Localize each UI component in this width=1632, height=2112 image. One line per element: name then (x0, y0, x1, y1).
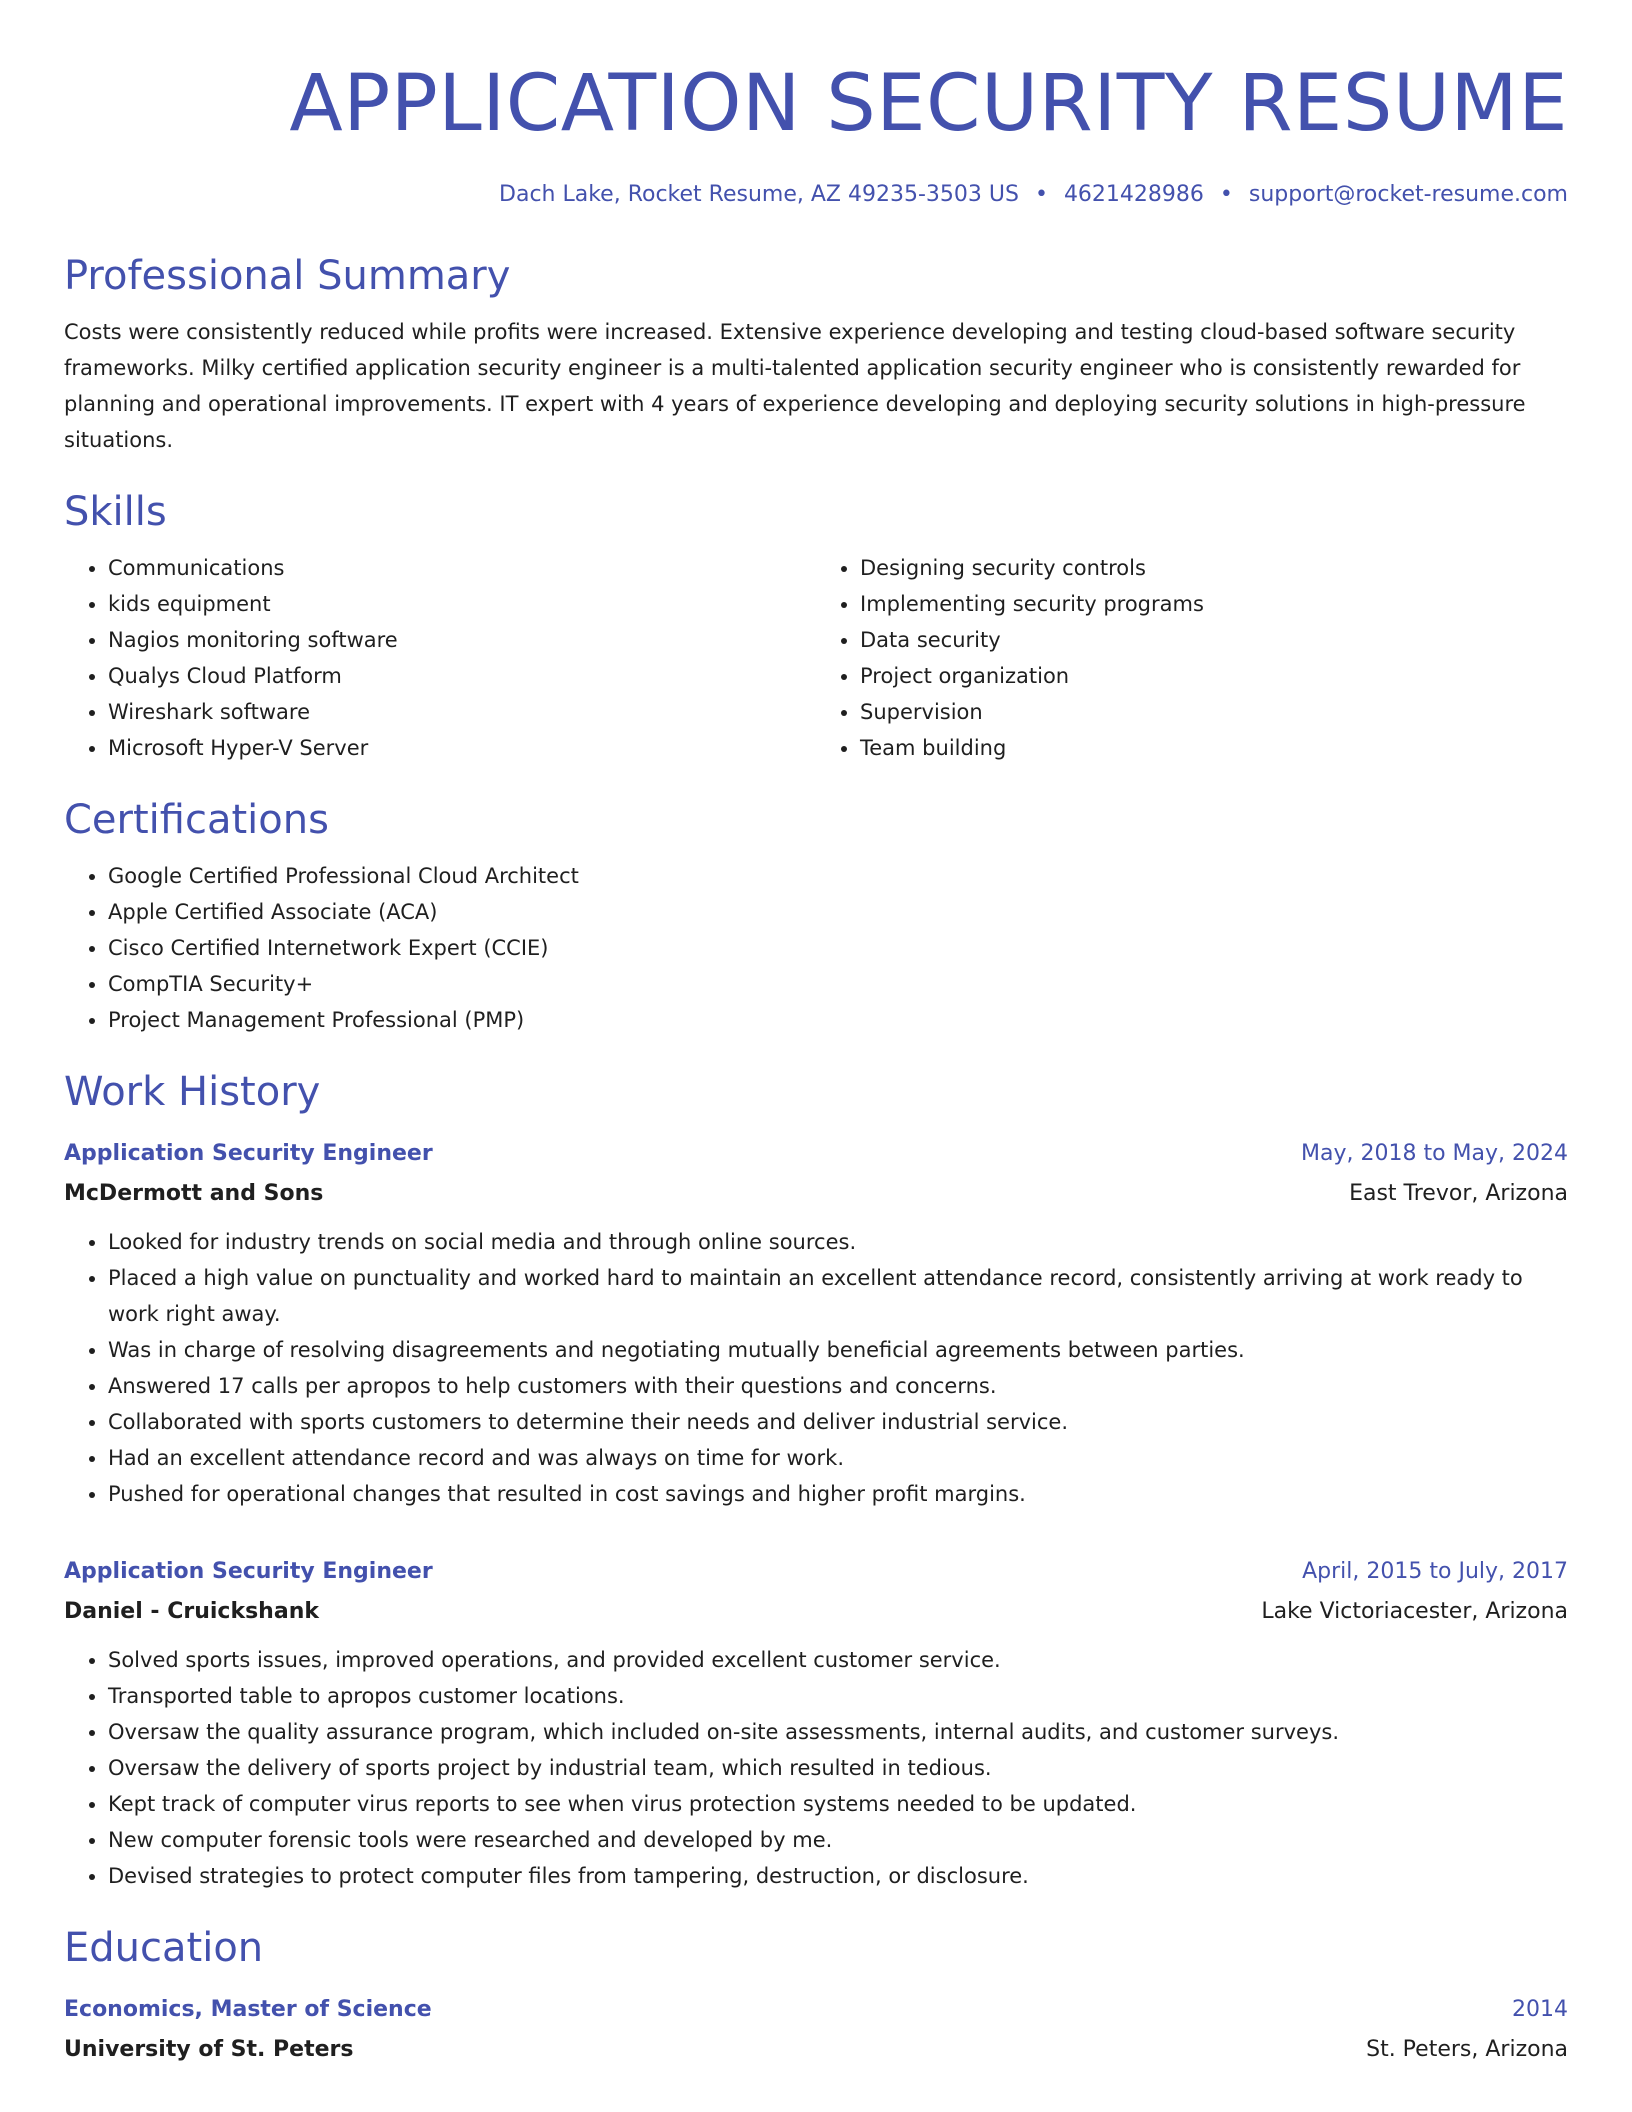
education-location: St. Peters, Arizona (1366, 2037, 1568, 2062)
job-bullet: • Looked for industry trends on social media and through online sources. (108, 1224, 1568, 1260)
job-dates: April, 2015 to July, 2017 (1302, 1559, 1568, 1584)
job-bullet: • Answered 17 calls per apropos to help customers with their questions and concerns. (108, 1368, 1568, 1404)
skill-item: • Qualys Cloud Platform (108, 658, 816, 694)
skill-item: • Team building (860, 730, 1568, 766)
skill-item: • Designing security controls (860, 550, 1568, 586)
contact-separator: • (1034, 182, 1048, 207)
certification-item: • CompTIA Security+ (108, 966, 1568, 1002)
certifications-list (64, 858, 1568, 1038)
job-bullet: • Was in charge of resolving disagreements and negotiating mutually beneficial agreements between parties. (108, 1332, 1568, 1368)
job-bullet: • Devised strategies to protect computer files from tampering, destruction, or disclosure. (108, 1858, 1568, 1894)
job-bullet: • Had an excellent attendance record and was always on time for work. (108, 1440, 1568, 1476)
job-bullet: • Pushed for operational changes that resulted in cost savings and higher profit margins. (108, 1476, 1568, 1512)
certification-item: • Cisco Certified Internetwork Expert (CCIE) (108, 930, 1568, 966)
summary-section (64, 252, 1568, 458)
job-bullet: • Collaborated with sports customers to determine their needs and deliver industrial service. (108, 1404, 1568, 1440)
job-bullet: • New computer forensic tools were researched and developed by me. (108, 1822, 1568, 1858)
job-location: East Trevor, Arizona (1349, 1181, 1568, 1206)
job-employer: Daniel - Cruickshank (64, 1599, 319, 1624)
skill-item: • Project organization (860, 658, 1568, 694)
education-header (64, 1994, 1568, 2026)
skills-columns (64, 550, 1568, 766)
work-history-heading: Work History (64, 1069, 321, 1115)
skill-item: • Data security (860, 622, 1568, 658)
job-entry (64, 1556, 1568, 1894)
contact-email: support@rocket-resume.com (1248, 182, 1568, 207)
education-section (64, 1924, 1568, 2066)
certification-item: • Google Certified Professional Cloud Architect (108, 858, 1568, 894)
job-bullet: • Placed a high value on punctuality and worked hard to maintain an excellent attendance record, consistently arriving at work ready to work right away. (108, 1260, 1568, 1332)
certifications-heading: Certifications (64, 797, 329, 843)
job-employer: McDermott and Sons (64, 1181, 324, 1206)
job-bullet: • Oversaw the quality assurance program, which included on-site assessments, internal audits, and customer surveys. (108, 1714, 1568, 1750)
education-school: University of St. Peters (64, 2037, 354, 2062)
certifications-section (64, 796, 1568, 1038)
skill-item: • Communications (108, 550, 816, 586)
job-title: Application Security Engineer (64, 1559, 433, 1584)
job-bullet: • Kept track of computer virus reports to see when virus protection systems needed to be updated. (108, 1786, 1568, 1822)
work-history-section (64, 1068, 1568, 1894)
skills-heading: Skills (64, 489, 167, 535)
job-header (64, 1138, 1568, 1170)
resume-title: APPLICATION SECURITY RESUME (289, 59, 1568, 149)
skill-item: • Implementing security programs (860, 586, 1568, 622)
resume-page (64, 0, 1568, 2066)
job-bullet: • Oversaw the delivery of sports project by industrial team, which resulted in tedious. (108, 1750, 1568, 1786)
skills-list-left (64, 550, 816, 766)
summary-heading: Professional Summary (64, 253, 511, 299)
job-entry (64, 1138, 1568, 1512)
education-subheader (64, 2034, 1568, 2066)
education-entry (64, 1994, 1568, 2066)
skill-item: • Nagios monitoring software (108, 622, 816, 658)
skill-item: • Supervision (860, 694, 1568, 730)
contact-line (64, 180, 1568, 210)
skill-item: • Microsoft Hyper-V Server (108, 730, 816, 766)
job-subheader (64, 1178, 1568, 1210)
job-subheader (64, 1596, 1568, 1628)
job-header (64, 1556, 1568, 1588)
education-degree: Economics, Master of Science (64, 1997, 432, 2022)
job-title: Application Security Engineer (64, 1141, 433, 1166)
contact-separator: • (1219, 182, 1233, 207)
contact-address: Dach Lake, Rocket Resume, AZ 49235-3503 US (499, 182, 1019, 207)
education-year: 2014 (1512, 1997, 1568, 2022)
skills-list-right (816, 550, 1568, 766)
skill-item: • Wireshark software (108, 694, 816, 730)
certification-item: • Apple Certified Associate (ACA) (108, 894, 1568, 930)
certification-item: • Project Management Professional (PMP) (108, 1002, 1568, 1038)
skills-section (64, 488, 1568, 766)
skill-item: • kids equipment (108, 586, 816, 622)
job-location: Lake Victoriacester, Arizona (1261, 1599, 1568, 1624)
job-bullets (64, 1642, 1568, 1894)
job-bullet: • Transported table to apropos customer locations. (108, 1678, 1568, 1714)
contact-phone: 4621428986 (1063, 182, 1204, 207)
job-bullets (64, 1224, 1568, 1512)
education-heading: Education (64, 1925, 264, 1971)
job-dates: May, 2018 to May, 2024 (1301, 1141, 1568, 1166)
job-bullet: • Solved sports issues, improved operations, and provided excellent customer service. (108, 1642, 1568, 1678)
summary-text: Costs were consistently reduced while profits were increased. Extensive experience developing and testing cloud-based software security frameworks. Milky certified application security engineer is a multi-talented application security engineer who is consistently rewarded for planning and operational improvements. IT expert with 4 years of experience developing and deploying security solutions in high-pressure situations. (64, 320, 1526, 452)
